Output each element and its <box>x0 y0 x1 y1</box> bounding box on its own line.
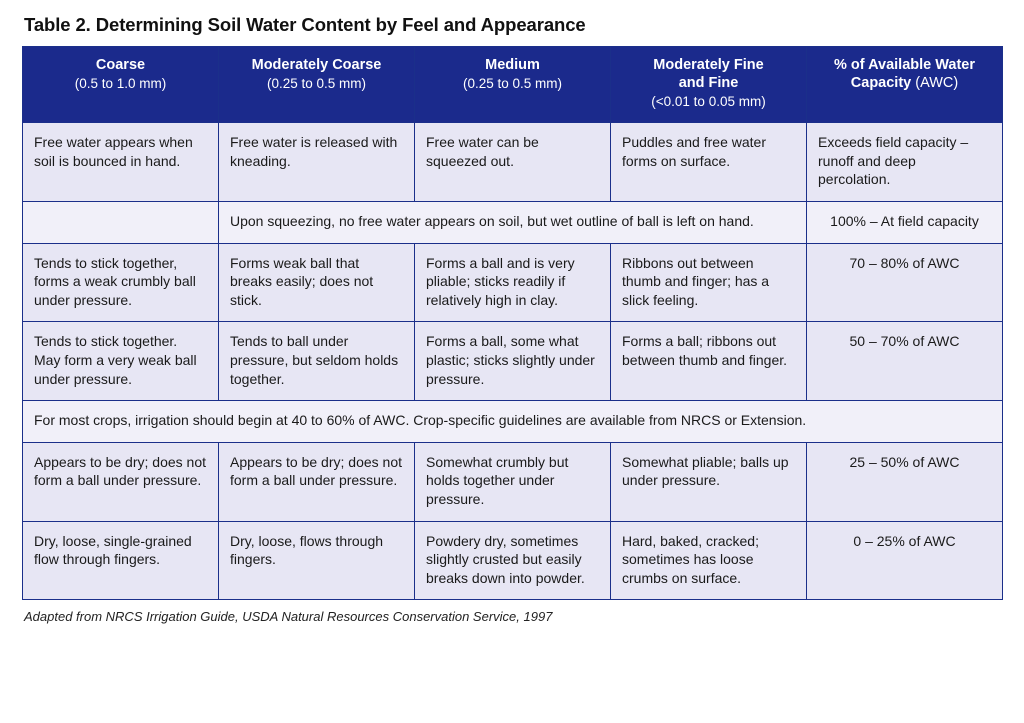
table-source-note: Adapted from NRCS Irrigation Guide, USDA Natural Resources Conservation Service, 1997 <box>24 609 553 625</box>
cell-coarse: Free water appears when soil is bounced in hand. <box>23 123 219 202</box>
header-row <box>23 47 1003 123</box>
cell-moderately-fine: Puddles and free water forms on surface. <box>611 123 807 202</box>
column-header-medium <box>415 47 611 123</box>
cell-coarse: Appears to be dry; does not form a ball under pressure. <box>23 442 219 521</box>
column-header-awc <box>807 47 1003 123</box>
cell-moderately-coarse: Dry, loose, flows through fingers. <box>219 521 415 600</box>
cell-medium: Forms a ball and is very pliable; sticks readily if relatively high in clay. <box>415 243 611 322</box>
page-title: Table 2. Determining Soil Water Content by Feel and Appearance <box>24 14 586 35</box>
column-header-awc-label2: Capacity <box>850 75 912 92</box>
cell-moderately-fine: Somewhat pliable; balls up under pressure. <box>611 442 807 521</box>
cell-awc: 100% – At field capacity <box>807 201 1003 243</box>
cell-moderately-fine: Hard, baked, cracked; sometimes has loose crumbs on surface. <box>611 521 807 600</box>
table-row <box>23 442 1003 521</box>
cell-medium: Free water can be squeezed out. <box>415 123 611 202</box>
column-header-moderately-fine-label2: and Fine <box>678 75 739 92</box>
table-row <box>23 521 1003 600</box>
cell-coarse: Tends to stick together. May form a very weak ball under pressure. <box>23 322 219 401</box>
column-header-coarse <box>23 47 219 123</box>
cell-medium: Somewhat crumbly but holds together under pressure. <box>415 442 611 521</box>
cell-awc: 25 – 50% of AWC <box>807 442 1003 521</box>
column-header-moderately-fine <box>611 47 807 123</box>
cell-medium: Powdery dry, sometimes slightly crusted but easily breaks down into powder. <box>415 521 611 600</box>
cell-merged-note: Upon squeezing, no free water appears on soil, but wet outline of ball is left on hand. <box>219 201 807 243</box>
table-row <box>23 201 1003 243</box>
table-row <box>23 401 1003 443</box>
column-header-moderately-coarse <box>219 47 415 123</box>
cell-moderately-coarse: Tends to ball under pressure, but seldom holds together. <box>219 322 415 401</box>
cell-full-width-note: For most crops, irrigation should begin at 40 to 60% of AWC. Crop-specific guidelines are available from NRCS or Extension. <box>23 401 1003 443</box>
cell-awc: 50 – 70% of AWC <box>807 322 1003 401</box>
cell-moderately-fine: Forms a ball; ribbons out between thumb and finger. <box>611 322 807 401</box>
cell-medium: Forms a ball, some what plastic; sticks slightly under pressure. <box>415 322 611 401</box>
cell-coarse: Dry, loose, single-grained flow through fingers. <box>23 521 219 600</box>
table-body <box>23 123 1003 600</box>
column-header-coarse-label: Coarse <box>95 57 146 73</box>
cell-moderately-coarse: Appears to be dry; does not form a ball under pressure. <box>219 442 415 521</box>
column-header-awc-label: % of Available Water <box>833 57 975 73</box>
column-header-coarse-range: (0.5 to 1.0 mm) <box>74 76 167 92</box>
column-header-moderately-coarse-label: Moderately Coarse <box>251 57 382 73</box>
column-header-medium-label: Medium <box>485 57 540 73</box>
cell-moderately-coarse: Forms weak ball that breaks easily; does not stick. <box>219 243 415 322</box>
cell-awc: 0 – 25% of AWC <box>807 521 1003 600</box>
soil-water-content-table <box>22 46 1003 600</box>
cell-coarse: Tends to stick together, forms a weak crumbly ball under pressure. <box>23 243 219 322</box>
cell-blank <box>23 201 219 243</box>
table-row <box>23 243 1003 322</box>
column-header-medium-range: (0.25 to 0.5 mm) <box>462 76 563 92</box>
cell-moderately-fine: Ribbons out between thumb and finger; has a slick feeling. <box>611 243 807 322</box>
column-header-moderately-fine-label: Moderately Fine <box>653 57 764 73</box>
column-header-moderately-coarse-range: (0.25 to 0.5 mm) <box>266 76 367 92</box>
table-row <box>23 123 1003 202</box>
cell-moderately-coarse: Free water is released with kneading. <box>219 123 415 202</box>
column-header-awc-abbrev: (AWC) <box>911 75 959 92</box>
cell-awc: Exceeds field capacity – runoff and deep percolation. <box>807 123 1003 202</box>
table-row <box>23 322 1003 401</box>
column-header-moderately-fine-range: (<0.01 to 0.05 mm) <box>651 94 766 110</box>
cell-awc: 70 – 80% of AWC <box>807 243 1003 322</box>
table-header <box>23 47 1003 123</box>
